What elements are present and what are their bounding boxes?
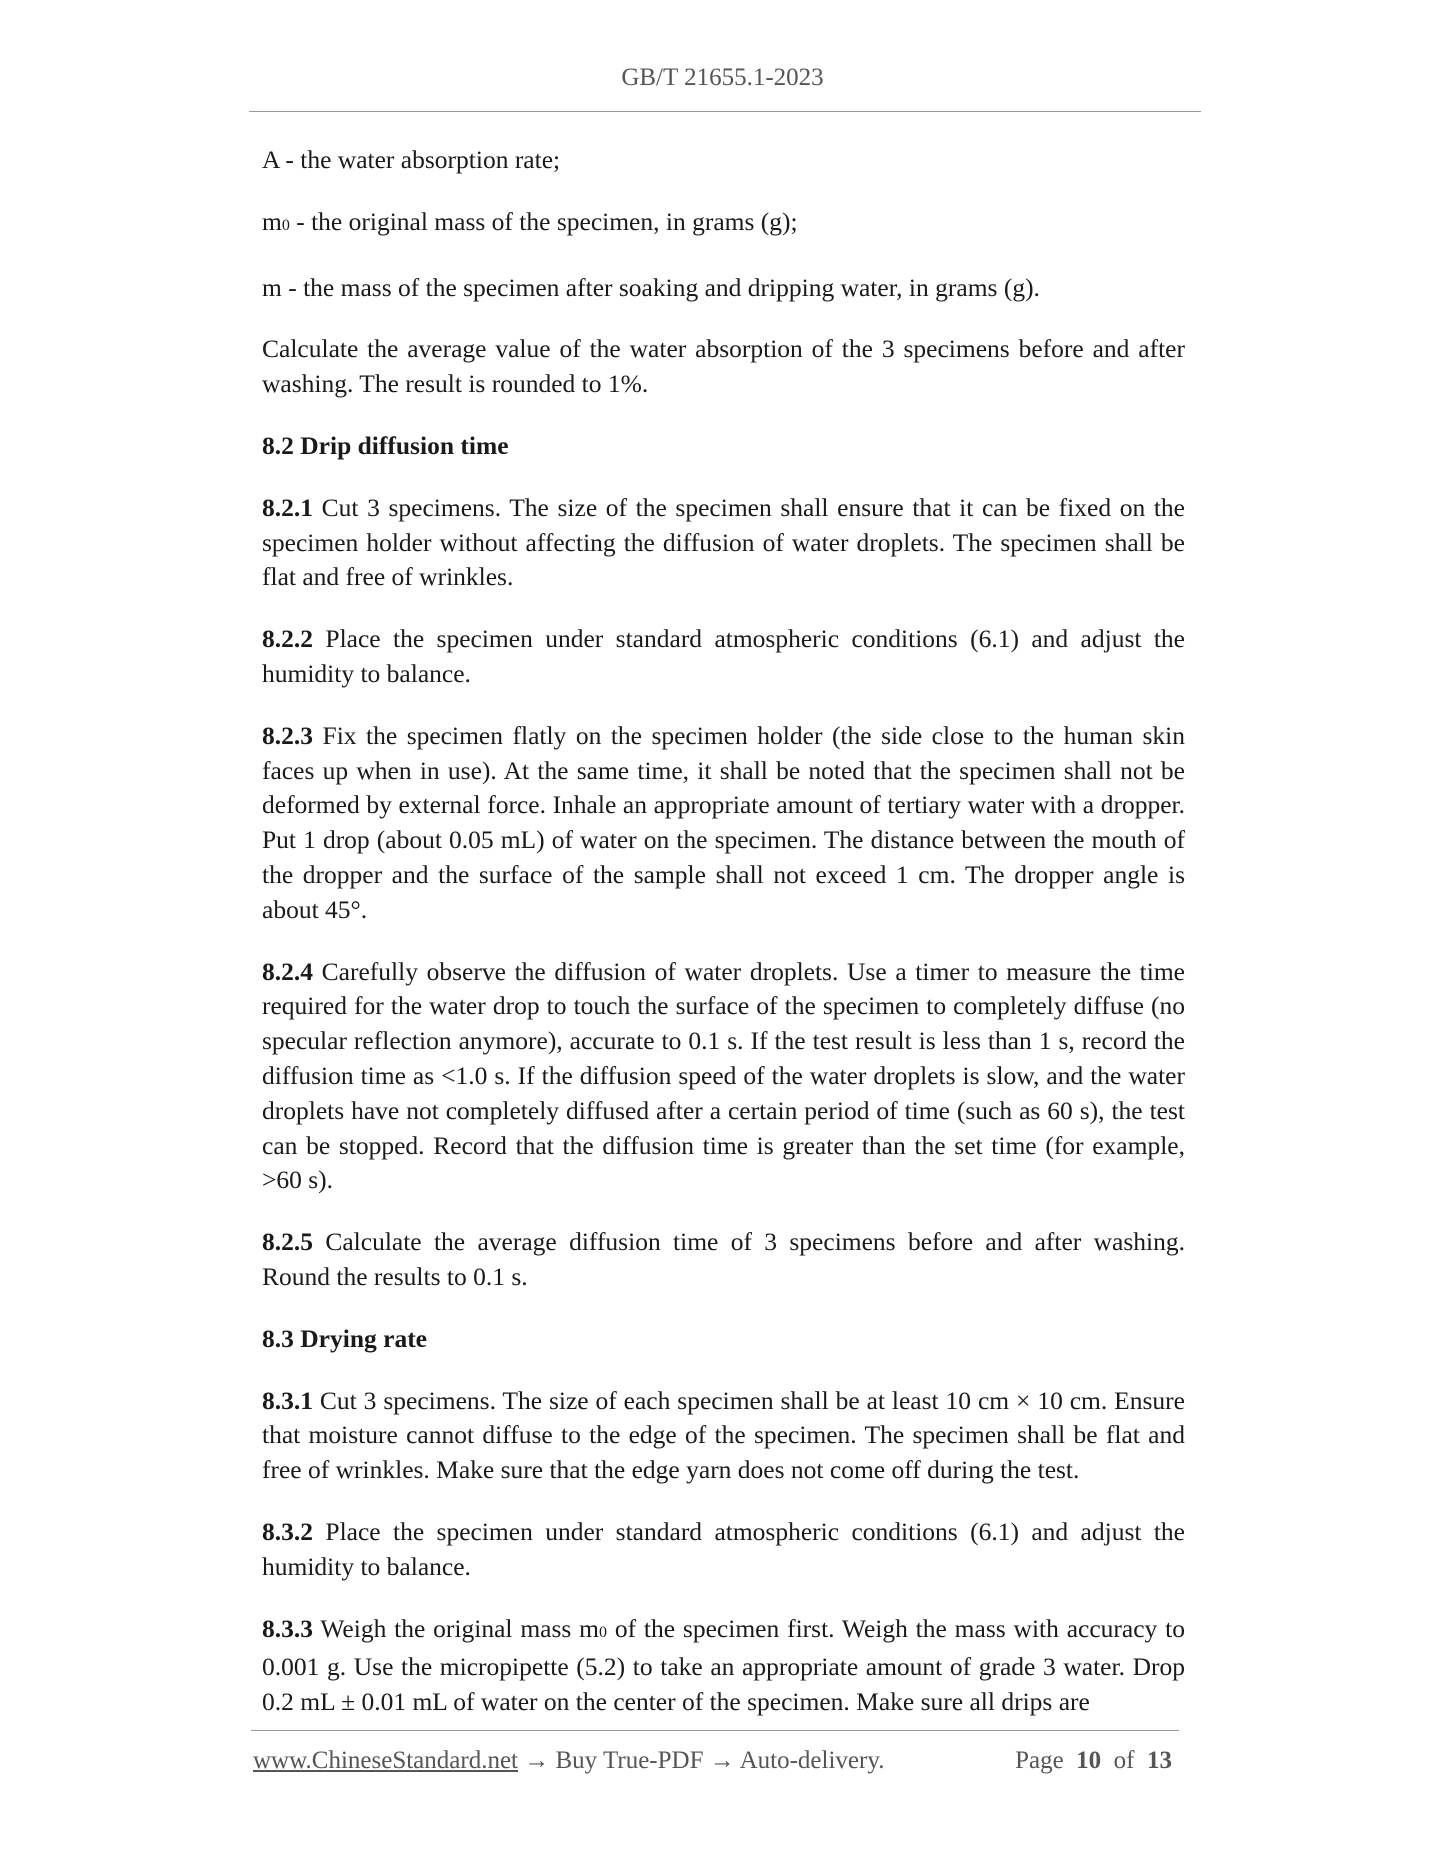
header-divider — [249, 111, 1201, 112]
clause-8-3-3: 8.3.3 Weigh the original mass m0 of the specimen first. Weigh the mass with accuracy to 0.001 g. Use the micropipette (5.2) to take an appropriate amount of grade 3 water. Drop 0.2 mL ± 0.01 mL of water on the center of the specimen. Make sure all drips are — [262, 1613, 1185, 1717]
clause-8-3-2: 8.3.2 Place the specimen under standard atmospheric conditions (6.1) and adjust the humidity to balance. — [262, 1516, 1185, 1581]
page-current: 10 — [1076, 1747, 1102, 1774]
clause-8-2-3: 8.2.3 Fix the specimen flatly on the specimen holder (the side close to the human skin faces up when in use). At the same time, it shall be noted that the specimen shall not be deformed by external force. Inhale an appropriate amount of tertiary water with a dropper. Put 1 drop (about 0.05 mL) of water on the specimen. The distance between the mouth of the dropper and the surface of the sample shall not exceed 1 cm. The dropper angle is about 45°. — [262, 720, 1185, 924]
section-heading-8-3: 8.3 Drying rate — [262, 1323, 428, 1353]
calculation-note: Calculate the average value of the water absorption of the 3 specimens before and after washing. The result is rounded to 1%. — [262, 334, 1185, 399]
clause-8-2-4: 8.2.4 Carefully observe the diffusion of water droplets. Use a timer to measure the time required for the water drop to touch the surface of the specimen to completely diffuse (no specular reflection anymore), accurate to 0.1 s. If the test result is less than 1 s, record the diffusion time as <1.0 s. If the diffusion speed of the water droplets is slow, and the water droplets have not completely diffused after a certain period of time (such as 60 s), the test can be stopped. Record that the diffusion time is greater than the set time (for example, >60 s). — [262, 956, 1185, 1195]
page-total: 13 — [1147, 1747, 1172, 1774]
definition-a: A - the water absorption rate; — [262, 145, 561, 174]
clause-8-2-1: 8.2.1 Cut 3 specimens. The size of the specimen shall ensure that it can be fixed on the specimen holder without affecting the diffusion of water droplets. The specimen shall be flat and free of wrinkles. — [262, 492, 1185, 592]
section-heading-8-2: 8.2 Drip diffusion time — [262, 430, 509, 460]
document-code-header: GB/T 21655.1-2023 — [621, 64, 824, 91]
footer-divider — [251, 1730, 1179, 1731]
clause-8-3-1: 8.3.1 Cut 3 specimens. The size of each specimen shall be at least 10 cm × 10 cm. Ensure that moisture cannot diffuse to the edge of the specimen. The specimen shall be flat and free of wrinkles. Make sure that the edge yarn does not come off during the test. — [262, 1385, 1185, 1485]
clause-8-2-5: 8.2.5 Calculate the average diffusion time of 3 specimens before and after washing. Round the results to 0.1 s. — [262, 1227, 1185, 1291]
page-indicator: Page 10 of 13 — [1015, 1747, 1172, 1774]
clause-8-2-2: 8.2.2 Place the specimen under standard atmospheric conditions (6.1) and adjust the humidity to balance. — [262, 624, 1185, 688]
footer-promo: www.ChineseStandard.net → Buy True-PDF → Auto-delivery. — [253, 1747, 885, 1774]
definition-m: m - the mass of the specimen after soaking and dripping water, in grams (g). — [262, 272, 1040, 302]
chinesestandard-link[interactable]: www.ChineseStandard.net — [253, 1747, 518, 1774]
definition-m0: m0 - the original mass of the specimen, in grams (g); — [262, 206, 798, 236]
page-footer — [253, 1747, 1180, 1775]
page-body — [262, 143, 1185, 1720]
